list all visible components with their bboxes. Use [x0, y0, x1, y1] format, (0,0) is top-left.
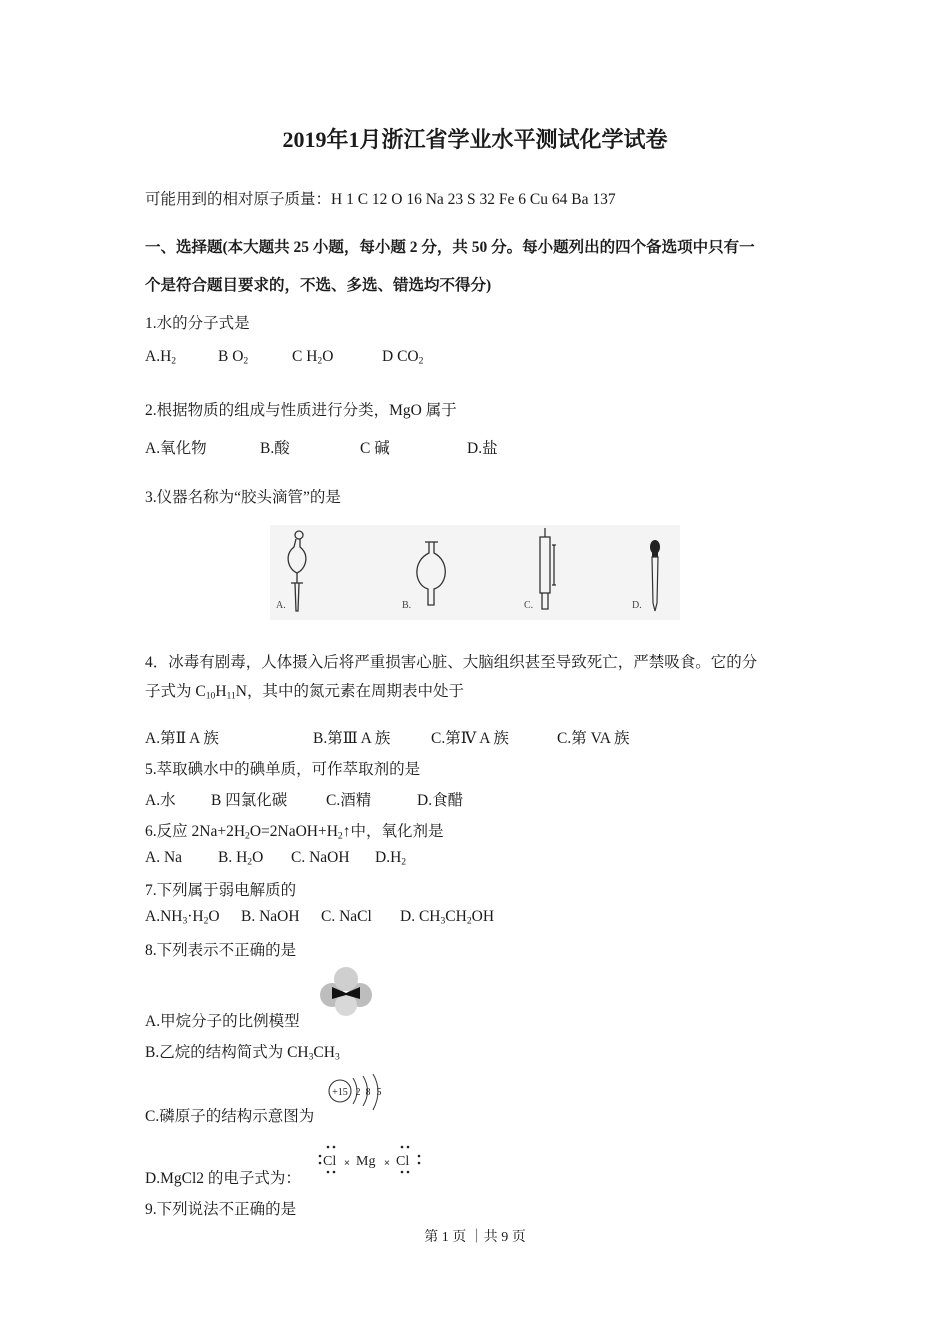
q1-stem: 1.水的分子式是	[145, 315, 250, 332]
magnesium: Mg	[356, 1154, 376, 1169]
q4-stem-line1: 4．冰毒有剧毒，人体摄入后将严重损害心脏、大脑组织甚至导致死亡，严禁吸食。它的分	[145, 654, 758, 671]
q6-option-c: C. NaOH	[291, 849, 350, 866]
q4-stem-line2: 子式为 $C_{10}H_{11}N$，其中的氮元素在周期表中处于	[145, 683, 464, 702]
apparatus-label-d: D.	[632, 600, 642, 611]
q9-stem: 9.下列说法不正确的是	[145, 1201, 297, 1218]
q6-stem: 6.反应 $2Na+2H_2O=2NaOH+H_2↑$中，氧化剂是	[145, 823, 444, 842]
q1-options	[145, 348, 423, 366]
shell-1-electrons: 2	[355, 1087, 361, 1098]
q5-option-b: B 四氯化碳	[211, 792, 288, 809]
q6-options	[145, 849, 406, 867]
atomic-masses-note: 可能用到的相对原子质量：H 1 C 12 O 16 Na 23 S 32 Fe 6 Cu 64 Ba 137	[145, 191, 616, 208]
q6-option-b: B. $H_2O$	[218, 849, 264, 868]
q5-stem: 5.萃取碘水中的碘单质，可作萃取剂的是	[145, 761, 421, 778]
q8-stem: 8.下列表示不正确的是	[145, 942, 297, 959]
page-footer: 第 1 页 ｜共 9 页	[424, 1230, 526, 1245]
section-heading-line1: 一、选择题(本大题共 25 小题，每小题 2 分，共 50 分。每小题列出的四个备选项中只有一	[145, 239, 755, 256]
q7-option-b: B. NaOH	[241, 908, 300, 925]
q2-options	[145, 436, 498, 458]
q7-options	[145, 908, 494, 926]
phosphorus-atom-diagram	[325, 1072, 391, 1120]
nucleus-charge: +15	[332, 1087, 348, 1098]
q2-option-c: C 碱	[360, 440, 390, 457]
q6-option-a: A. Na	[145, 849, 183, 866]
apparatus-label-b: B.	[402, 600, 412, 611]
q5-option-a: A.水	[145, 792, 176, 809]
methane-model-icon	[318, 965, 374, 1017]
q1-option-b: B $O_2$	[218, 348, 249, 367]
q2-stem: 2.根据物质的组成与性质进行分类，MgO 属于	[145, 402, 457, 419]
svg-text:×: ×	[344, 1158, 350, 1169]
shell-3-electrons: 5	[376, 1087, 382, 1098]
q2-option-d: D.盐	[467, 440, 498, 457]
apparatus-label-a: A.	[276, 600, 286, 611]
chlorine-right: Cl	[396, 1154, 410, 1169]
q2-option-a: A.氧化物	[145, 440, 207, 457]
apparatus-label-c: C.	[524, 600, 534, 611]
q5-options	[145, 788, 463, 810]
q7-option-c: C. NaCl	[321, 908, 372, 925]
section-heading-line2: 个是符合题目要求的，不选、多选、错选均不得分)	[145, 277, 492, 294]
q7-option-d: D. $CH_3CH_2OH$	[400, 908, 495, 927]
q6-option-d: $D.H_2$	[375, 849, 407, 868]
q1-option-c: C $H_2O$	[292, 348, 334, 367]
chlorine-left: Cl	[323, 1154, 337, 1169]
q8-option-b: B.乙烷的结构简式为 $CH_3CH_3$	[145, 1044, 340, 1063]
q5-option-d: D.食醋	[417, 792, 464, 809]
lab-apparatus-figure	[270, 525, 680, 620]
q2-option-b: B.酸	[260, 440, 290, 457]
q4-option-a: A.第Ⅱ A 族	[145, 730, 219, 747]
svg-text:×: ×	[384, 1158, 390, 1169]
q3-stem: 3.仪器名称为“胶头滴管”的是	[145, 489, 341, 506]
q4-option-c: C.第Ⅳ A 族	[431, 730, 509, 747]
q4-options	[145, 726, 630, 748]
q1-option-a: $A.H_2$	[145, 348, 177, 367]
q4-option-b: B.第Ⅲ A 族	[313, 730, 391, 747]
mgcl2-electron-dot-formula	[318, 1142, 428, 1178]
page-title: 2019年1月浙江省学业水平测试化学试卷	[282, 127, 668, 152]
q5-option-c: C.酒精	[326, 792, 372, 809]
q4-option-d: C.第 VA 族	[557, 730, 630, 747]
q8-option-d: D.MgCl2 的电子式为：	[145, 1170, 301, 1187]
shell-2-electrons: 8	[365, 1087, 371, 1098]
q7-stem: 7.下列属于弱电解质的	[145, 882, 297, 899]
q8-option-a: A.甲烷分子的比例模型	[145, 1013, 300, 1030]
q8-option-c: C.磷原子的结构示意图为	[145, 1108, 315, 1125]
q1-option-d: D $CO_2$	[382, 348, 424, 367]
q7-option-a: $A.NH_3\cdot H_2O$	[145, 908, 220, 927]
